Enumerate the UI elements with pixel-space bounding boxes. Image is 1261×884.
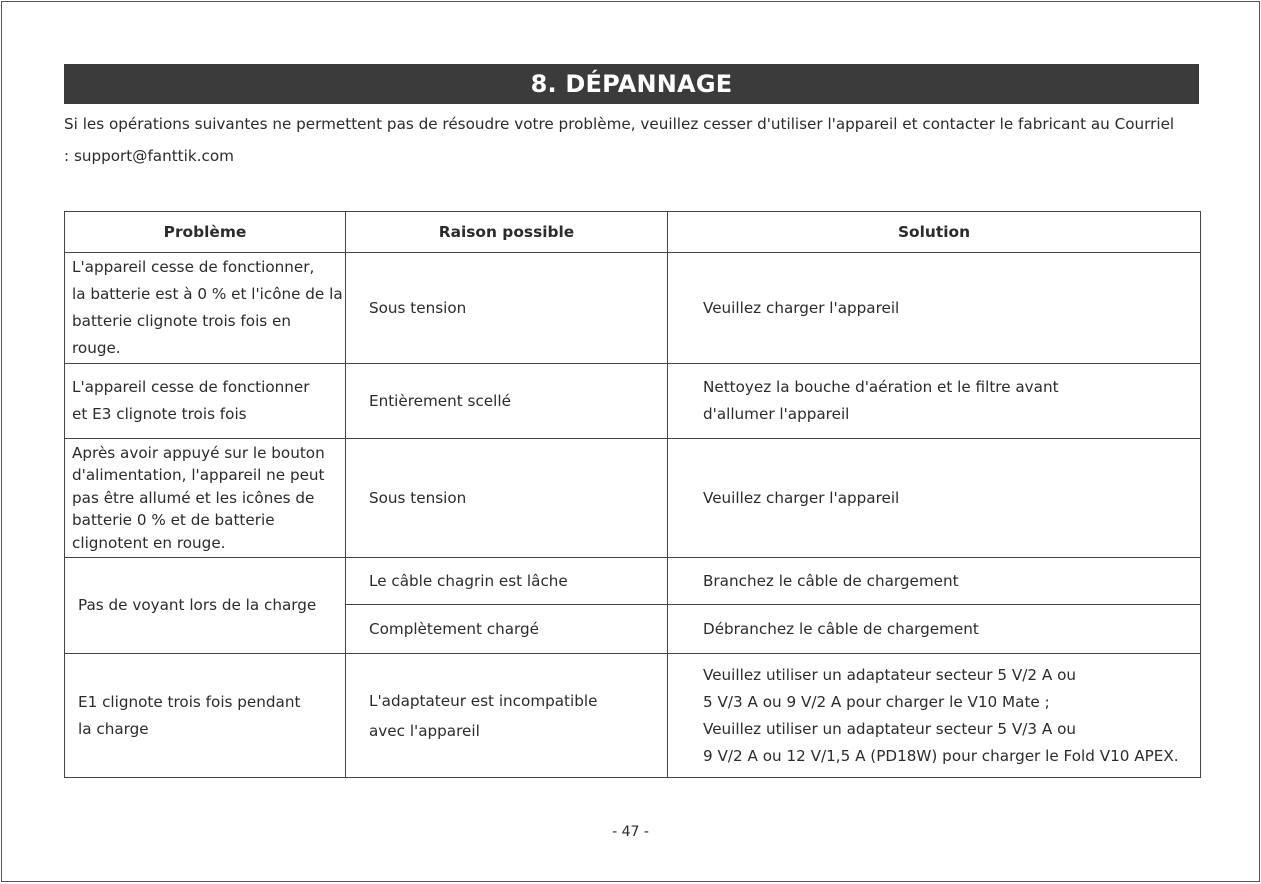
problem-line: clignotent en rouge. <box>72 533 226 552</box>
solution-line: 9 V/2 A ou 12 V/1,5 A (PD18W) pour charger le Fold V10 APEX. <box>703 746 1179 765</box>
header-problem: Problème <box>65 212 346 253</box>
intro-line-1: Si les opérations suivantes ne permettent pas de résoudre votre problème, veuillez cesser d'utiliser l'appareil et contacter le fabricant au Courriel <box>64 115 1175 133</box>
problem-cell <box>65 253 346 364</box>
solution-line: Branchez le câble de chargement <box>703 571 959 590</box>
solution-line: Veuillez charger l'appareil <box>703 488 900 507</box>
table-header-row <box>65 212 1201 253</box>
solution-line: d'allumer l'appareil <box>703 405 850 423</box>
reason-line: Sous tension <box>369 489 467 507</box>
reason-line: Sous tension <box>369 299 467 317</box>
troubleshooting-table <box>64 211 1201 778</box>
section-title: 8. DÉPANNAGE <box>530 70 733 98</box>
table-row <box>65 364 1201 439</box>
solution-line: Veuillez charger l'appareil <box>703 298 900 317</box>
solution-cell <box>668 439 1201 558</box>
problem-line: batterie clignote trois fois en <box>72 312 291 330</box>
problem-line: E1 clignote trois fois pendant <box>78 692 301 711</box>
solution-line: Veuillez utiliser un adaptateur secteur 5 V/2 A ou <box>703 665 1077 684</box>
reason-line: Entièrement scellé <box>369 392 511 410</box>
intro-line-2: : support@fanttik.com <box>64 147 234 165</box>
table-row <box>65 654 1201 778</box>
reason-line: Complètement chargé <box>369 620 539 638</box>
solution-line: Veuillez utiliser un adaptateur secteur 5 V/3 A ou <box>703 719 1077 738</box>
intro-paragraph <box>64 108 1204 172</box>
solution-line: Nettoyez la bouche d'aération et le filtre avant <box>703 378 1059 396</box>
problem-cell <box>65 439 346 558</box>
solution-cell <box>668 654 1201 778</box>
table-row <box>65 558 1201 605</box>
solution-line: 5 V/3 A ou 9 V/2 A pour charger le V10 Mate ; <box>703 692 1050 711</box>
section-title-bar <box>64 64 1199 104</box>
table-row <box>65 253 1201 364</box>
problem-line: Pas de voyant lors de la charge <box>78 596 317 614</box>
reason-line: avec l'appareil <box>369 721 480 740</box>
problem-line: batterie 0 % et de batterie <box>72 511 275 530</box>
problem-line: Après avoir appuyé sur le bouton <box>72 443 325 462</box>
solution-cell <box>668 605 1201 654</box>
header-reason: Raison possible <box>346 212 668 253</box>
problem-cell <box>65 558 346 654</box>
reason-line: L'adaptateur est incompatible <box>369 691 598 710</box>
manual-page <box>1 1 1260 882</box>
reason-line: Le câble chagrin est lâche <box>369 572 568 590</box>
page-number: - 47 - <box>612 824 649 840</box>
solution-line: Débranchez le câble de chargement <box>703 619 979 638</box>
header-solution: Solution <box>668 212 1201 253</box>
reason-cell <box>346 364 668 439</box>
reason-cell <box>346 253 668 364</box>
solution-cell <box>668 253 1201 364</box>
problem-cell <box>65 364 346 439</box>
reason-cell <box>346 605 668 654</box>
problem-line: la batterie est à 0 % et l'icône de la <box>72 285 343 303</box>
problem-line: L'appareil cesse de fonctionner, <box>72 258 315 276</box>
solution-cell <box>668 558 1201 605</box>
problem-line: d'alimentation, l'appareil ne peut <box>72 466 325 485</box>
problem-line: rouge. <box>72 339 121 357</box>
reason-cell <box>346 654 668 778</box>
problem-line: et E3 clignote trois fois <box>72 405 247 423</box>
problem-line: pas être allumé et les icônes de <box>72 488 315 507</box>
problem-line: L'appareil cesse de fonctionner <box>72 378 310 396</box>
problem-line: la charge <box>78 719 149 738</box>
solution-cell <box>668 364 1201 439</box>
table-row <box>65 439 1201 558</box>
reason-cell <box>346 558 668 605</box>
reason-cell <box>346 439 668 558</box>
problem-cell <box>65 654 346 778</box>
